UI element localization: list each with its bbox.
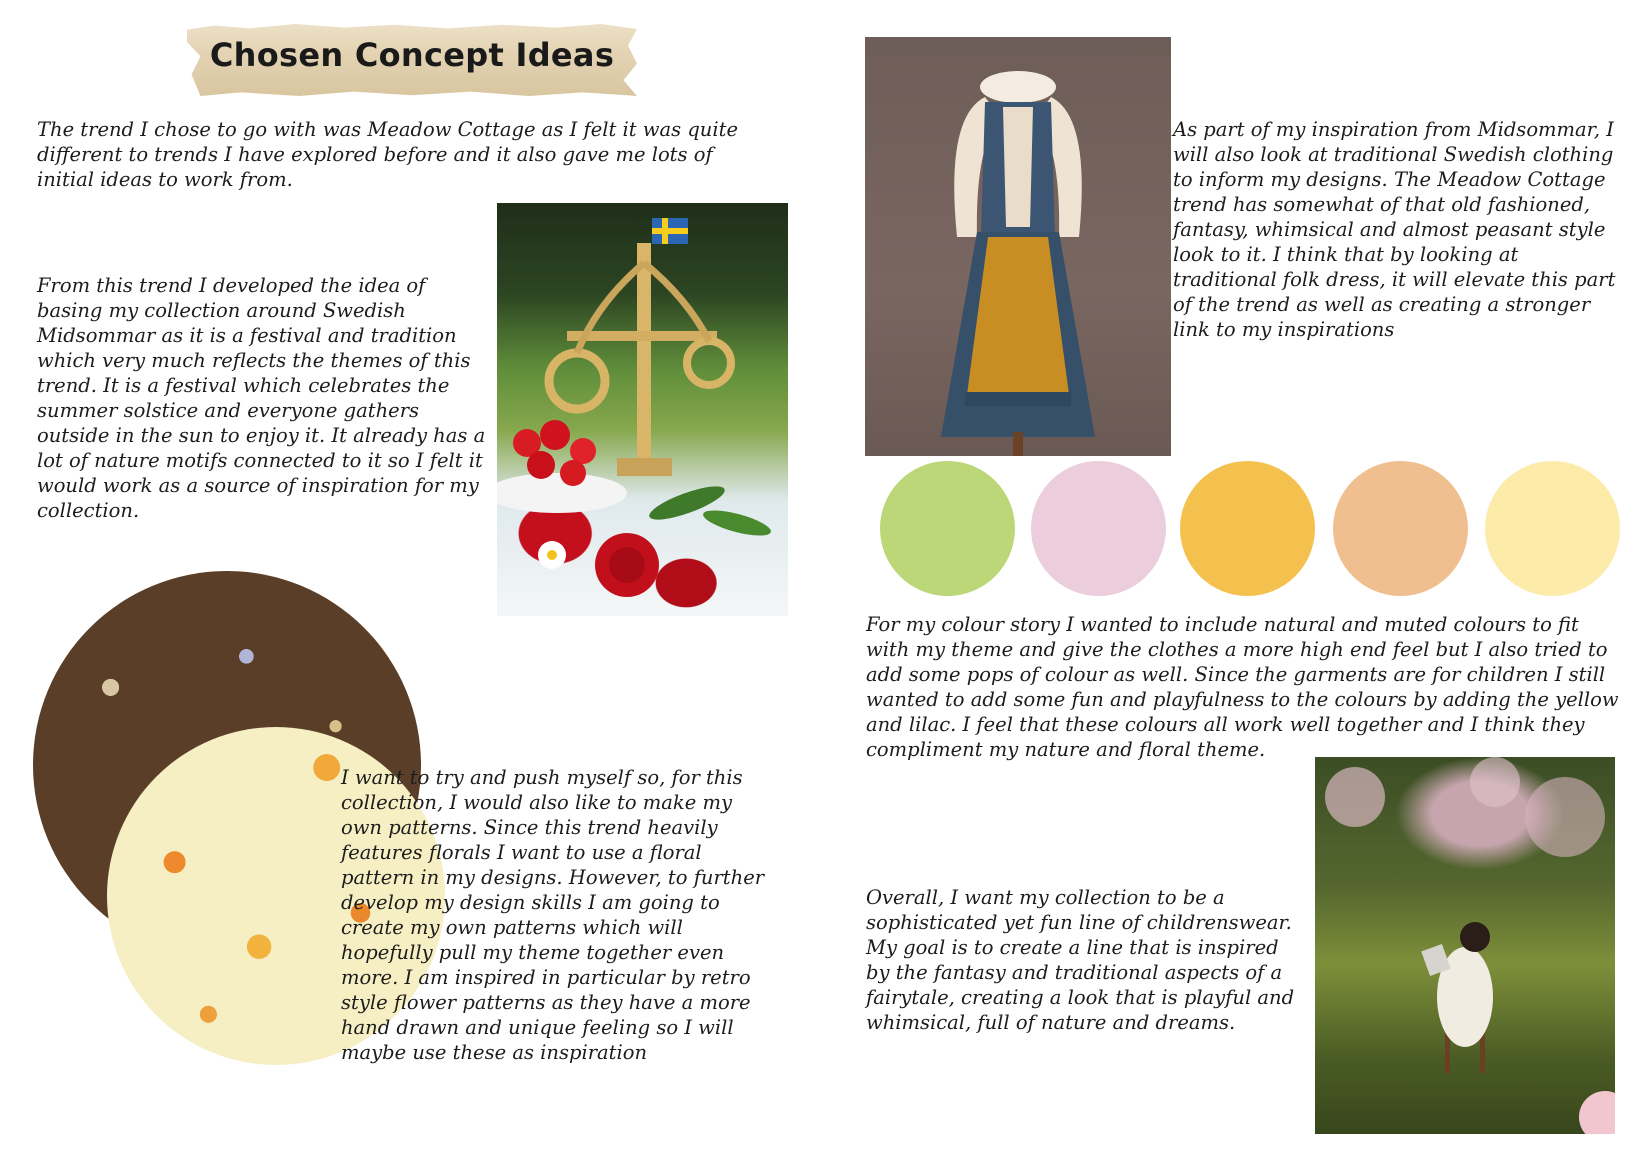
folk-dress-illustration: [865, 37, 1171, 456]
palette-swatch-green: [880, 461, 1015, 596]
colour-story-text: For my colour story I wanted to include natural and muted colours to fit with my theme and give the clothes a more high end feel but I also tried to add some pops of colour as well. Since the garments are for children I still wanted to add some fun and playfulness to the colours by adding the yellow and lilac. I feel that these colours all work well together and I think they compliment my nature and floral theme.: [866, 613, 1619, 761]
midsommar-idea-text: From this trend I developed the idea of basing my collection around Swedish Midsommar as it is a festival and tradition which very much reflects the themes of this trend. It is a festival which celebrates the summer solstice and everyone gathers outside in the sun to enjoy it. It already has a lot of nature motifs connected to it so I felt it would work as a source of inspiration for my collection.: [37, 274, 486, 522]
girl-reading-illustration: [1315, 757, 1615, 1134]
maypole-illustration: [497, 203, 788, 616]
trend-intro-text: The trend I chose to go with was Meadow Cottage as I felt it was quite different to trends I have explored before and it also gave me lots of initial ideas to work from.: [37, 118, 738, 191]
palette-swatch-pale-yellow: [1485, 461, 1620, 596]
maypole-photo: [497, 203, 788, 616]
palette-swatch-yellow: [1180, 461, 1315, 596]
clothing-text: As part of my inspiration from Midsommar, I will also look at traditional Swedish clothing to inform my designs. The Meadow Cottage trend has somewhat of that old fashioned, fantasy, whimsical and almost peasant style look to it. I think that by looking at traditional folk dress, it will elevate this part of the trend as well as creating a stronger link to my inspirations: [1173, 118, 1616, 341]
palette-swatch-peach: [1333, 461, 1468, 596]
patterns-text: I want to try and push myself so, for this collection, I would also like to make my own patterns. Since this trend heavily features florals I want to use a floral pattern in my designs. However, to further develop my design skills I am going to create my own patterns which will hopefully pull my theme together even more. I am inspired in particular by retro style flower patterns as they have a more hand drawn and unique feeling so I will maybe use these as inspiration: [341, 766, 765, 1064]
overall-text: Overall, I want my collection to be a sophisticated yet fun line of childrenswear. My goal is to create a line that is inspired by the fantasy and traditional aspects of a fairytale, creating a look that is playful and whimsical, full of nature and dreams.: [866, 886, 1295, 1034]
page-title: Chosen Concept Ideas: [209, 36, 615, 74]
girl-reading-garden-photo: [1315, 757, 1615, 1134]
swedish-folk-dress-photo: [865, 37, 1171, 456]
palette-swatch-pink: [1031, 461, 1166, 596]
